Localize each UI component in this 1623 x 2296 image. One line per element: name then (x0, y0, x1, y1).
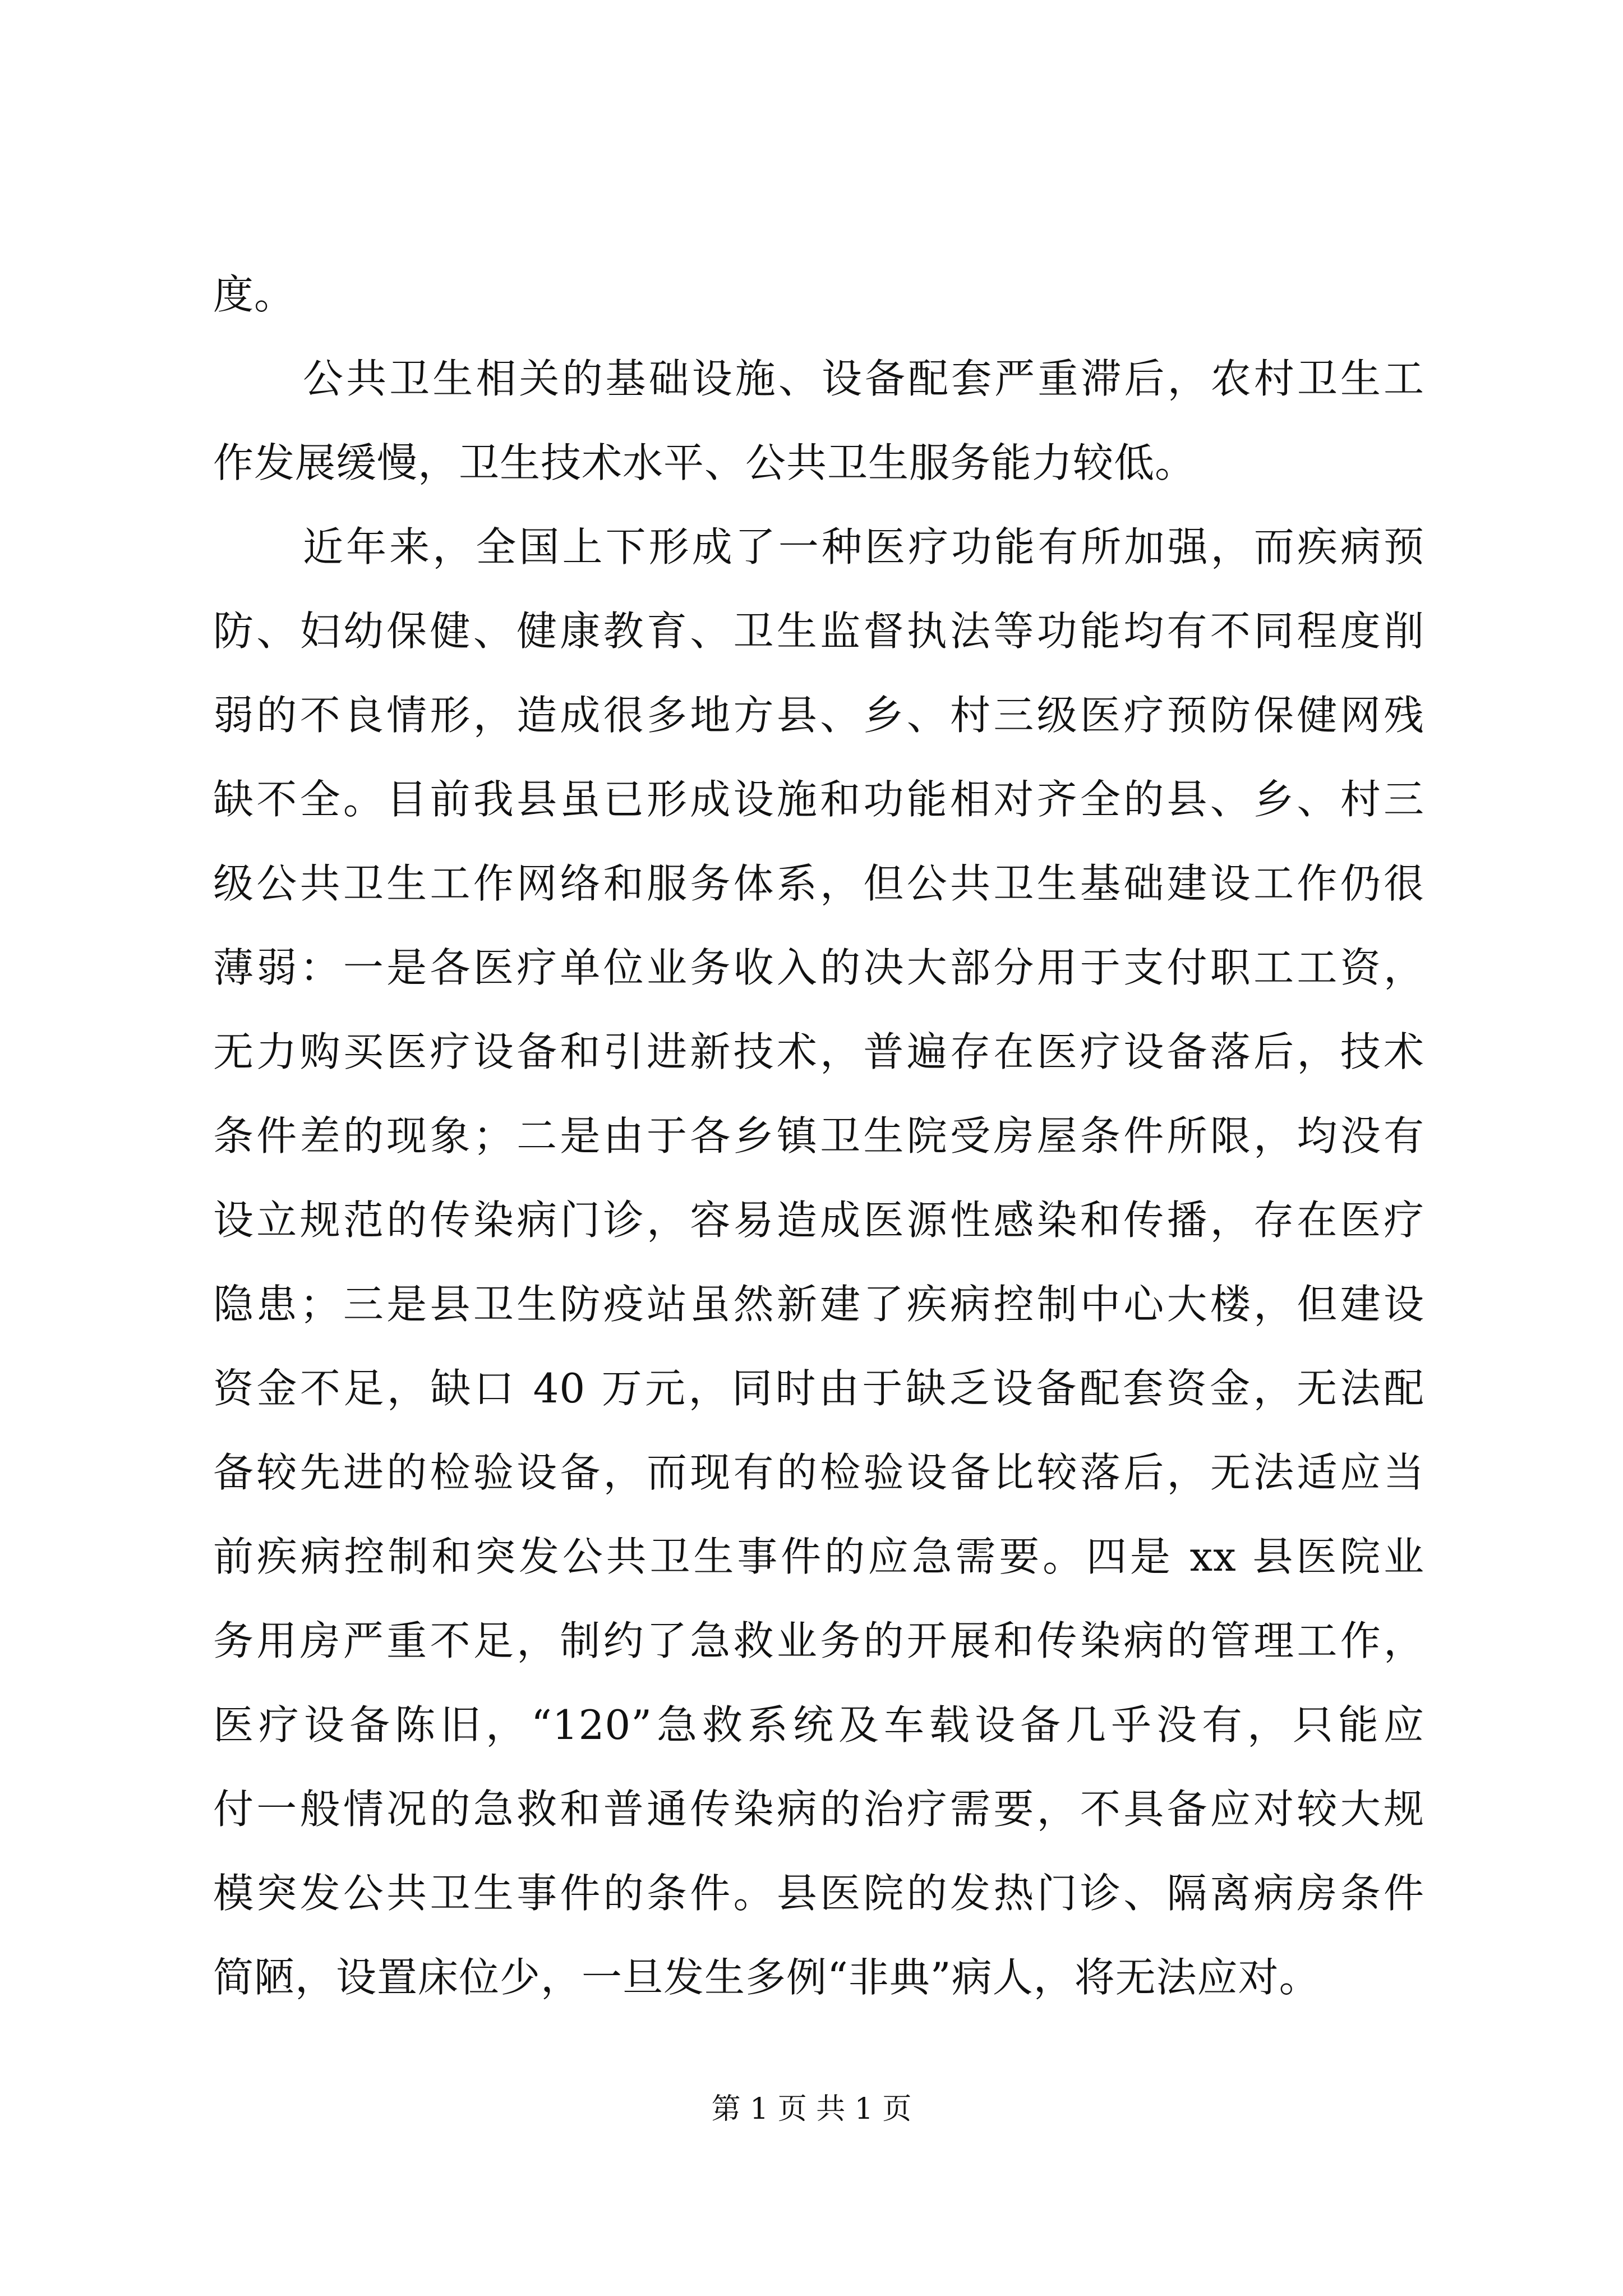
paragraph (213, 337, 1424, 505)
text-line: 弱的不良情形，造成很多地方县、乡、村三级医疗预防保健网残 (213, 692, 1424, 739)
text-line: 资金不足，缺口 40 万元，同时由于缺乏设备配套资金，无法配 (213, 1365, 1424, 1412)
text-line: 设立规范的传染病门诊，容易造成医源性感染和传播，存在医疗 (213, 1197, 1424, 1244)
text-line: 缺不全。目前我县虽已形成设施和功能相对齐全的县、乡、村三 (213, 776, 1424, 823)
text-line: 备较先进的检验设备，而现有的检验设备比较落后，无法适应当 (213, 1449, 1424, 1496)
text-line: 务用房严重不足，制约了急救业务的开展和传染病的管理工作， (213, 1617, 1424, 1664)
page-number-label: 第 1 页 共 1 页 (711, 2092, 912, 2126)
text-line: 级公共卫生工作网络和服务体系，但公共卫生基础建设工作仍很 (213, 860, 1424, 907)
text-line: 作发展缓慢，卫生技术水平、公共卫生服务能力较低。 (213, 439, 1196, 486)
text-line: 前疾病控制和突发公共卫生事件的应急需要。四是 xx 县医院业 (213, 1533, 1424, 1580)
text-line: 付一般情况的急救和普通传染病的治疗需要，不具备应对较大规 (213, 1786, 1424, 1833)
text-line: 简陋，设置床位少，一旦发生多例“非典”病人，将无法应对。 (213, 1954, 1320, 2001)
text-line: 条件差的现象；二是由于各乡镇卫生院受房屋条件所限，均没有 (213, 1112, 1424, 1159)
text-line: 度。 (213, 271, 296, 318)
document-body (213, 252, 1424, 2019)
text-line: 薄弱：一是各医疗单位业务收入的决大部分用于支付职工工资， (213, 944, 1424, 991)
paragraph (213, 252, 1424, 337)
page-footer (0, 2090, 1623, 2129)
text-line: 隐患；三是县卫生防疫站虽然新建了疾病控制中心大楼，但建设 (213, 1281, 1424, 1328)
text-line: 医疗设备陈旧，“120”急救系统及车载设备几乎没有，只能应 (213, 1701, 1424, 1749)
paragraph (213, 505, 1424, 2019)
text-line: 无力购买医疗设备和引进新技术，普遍存在医疗设备落后，技术 (213, 1028, 1424, 1075)
text-line: 防、妇幼保健、健康教育、卫生监督执法等功能均有不同程度削 (213, 608, 1424, 655)
text-line: 近年来，全国上下形成了一种医疗功能有所加强，而疾病预 (303, 523, 1424, 570)
text-line: 模突发公共卫生事件的条件。县医院的发热门诊、隔离病房条件 (213, 1870, 1424, 1917)
text-line: 公共卫生相关的基础设施、设备配套严重滞后，农村卫生工 (303, 355, 1424, 402)
